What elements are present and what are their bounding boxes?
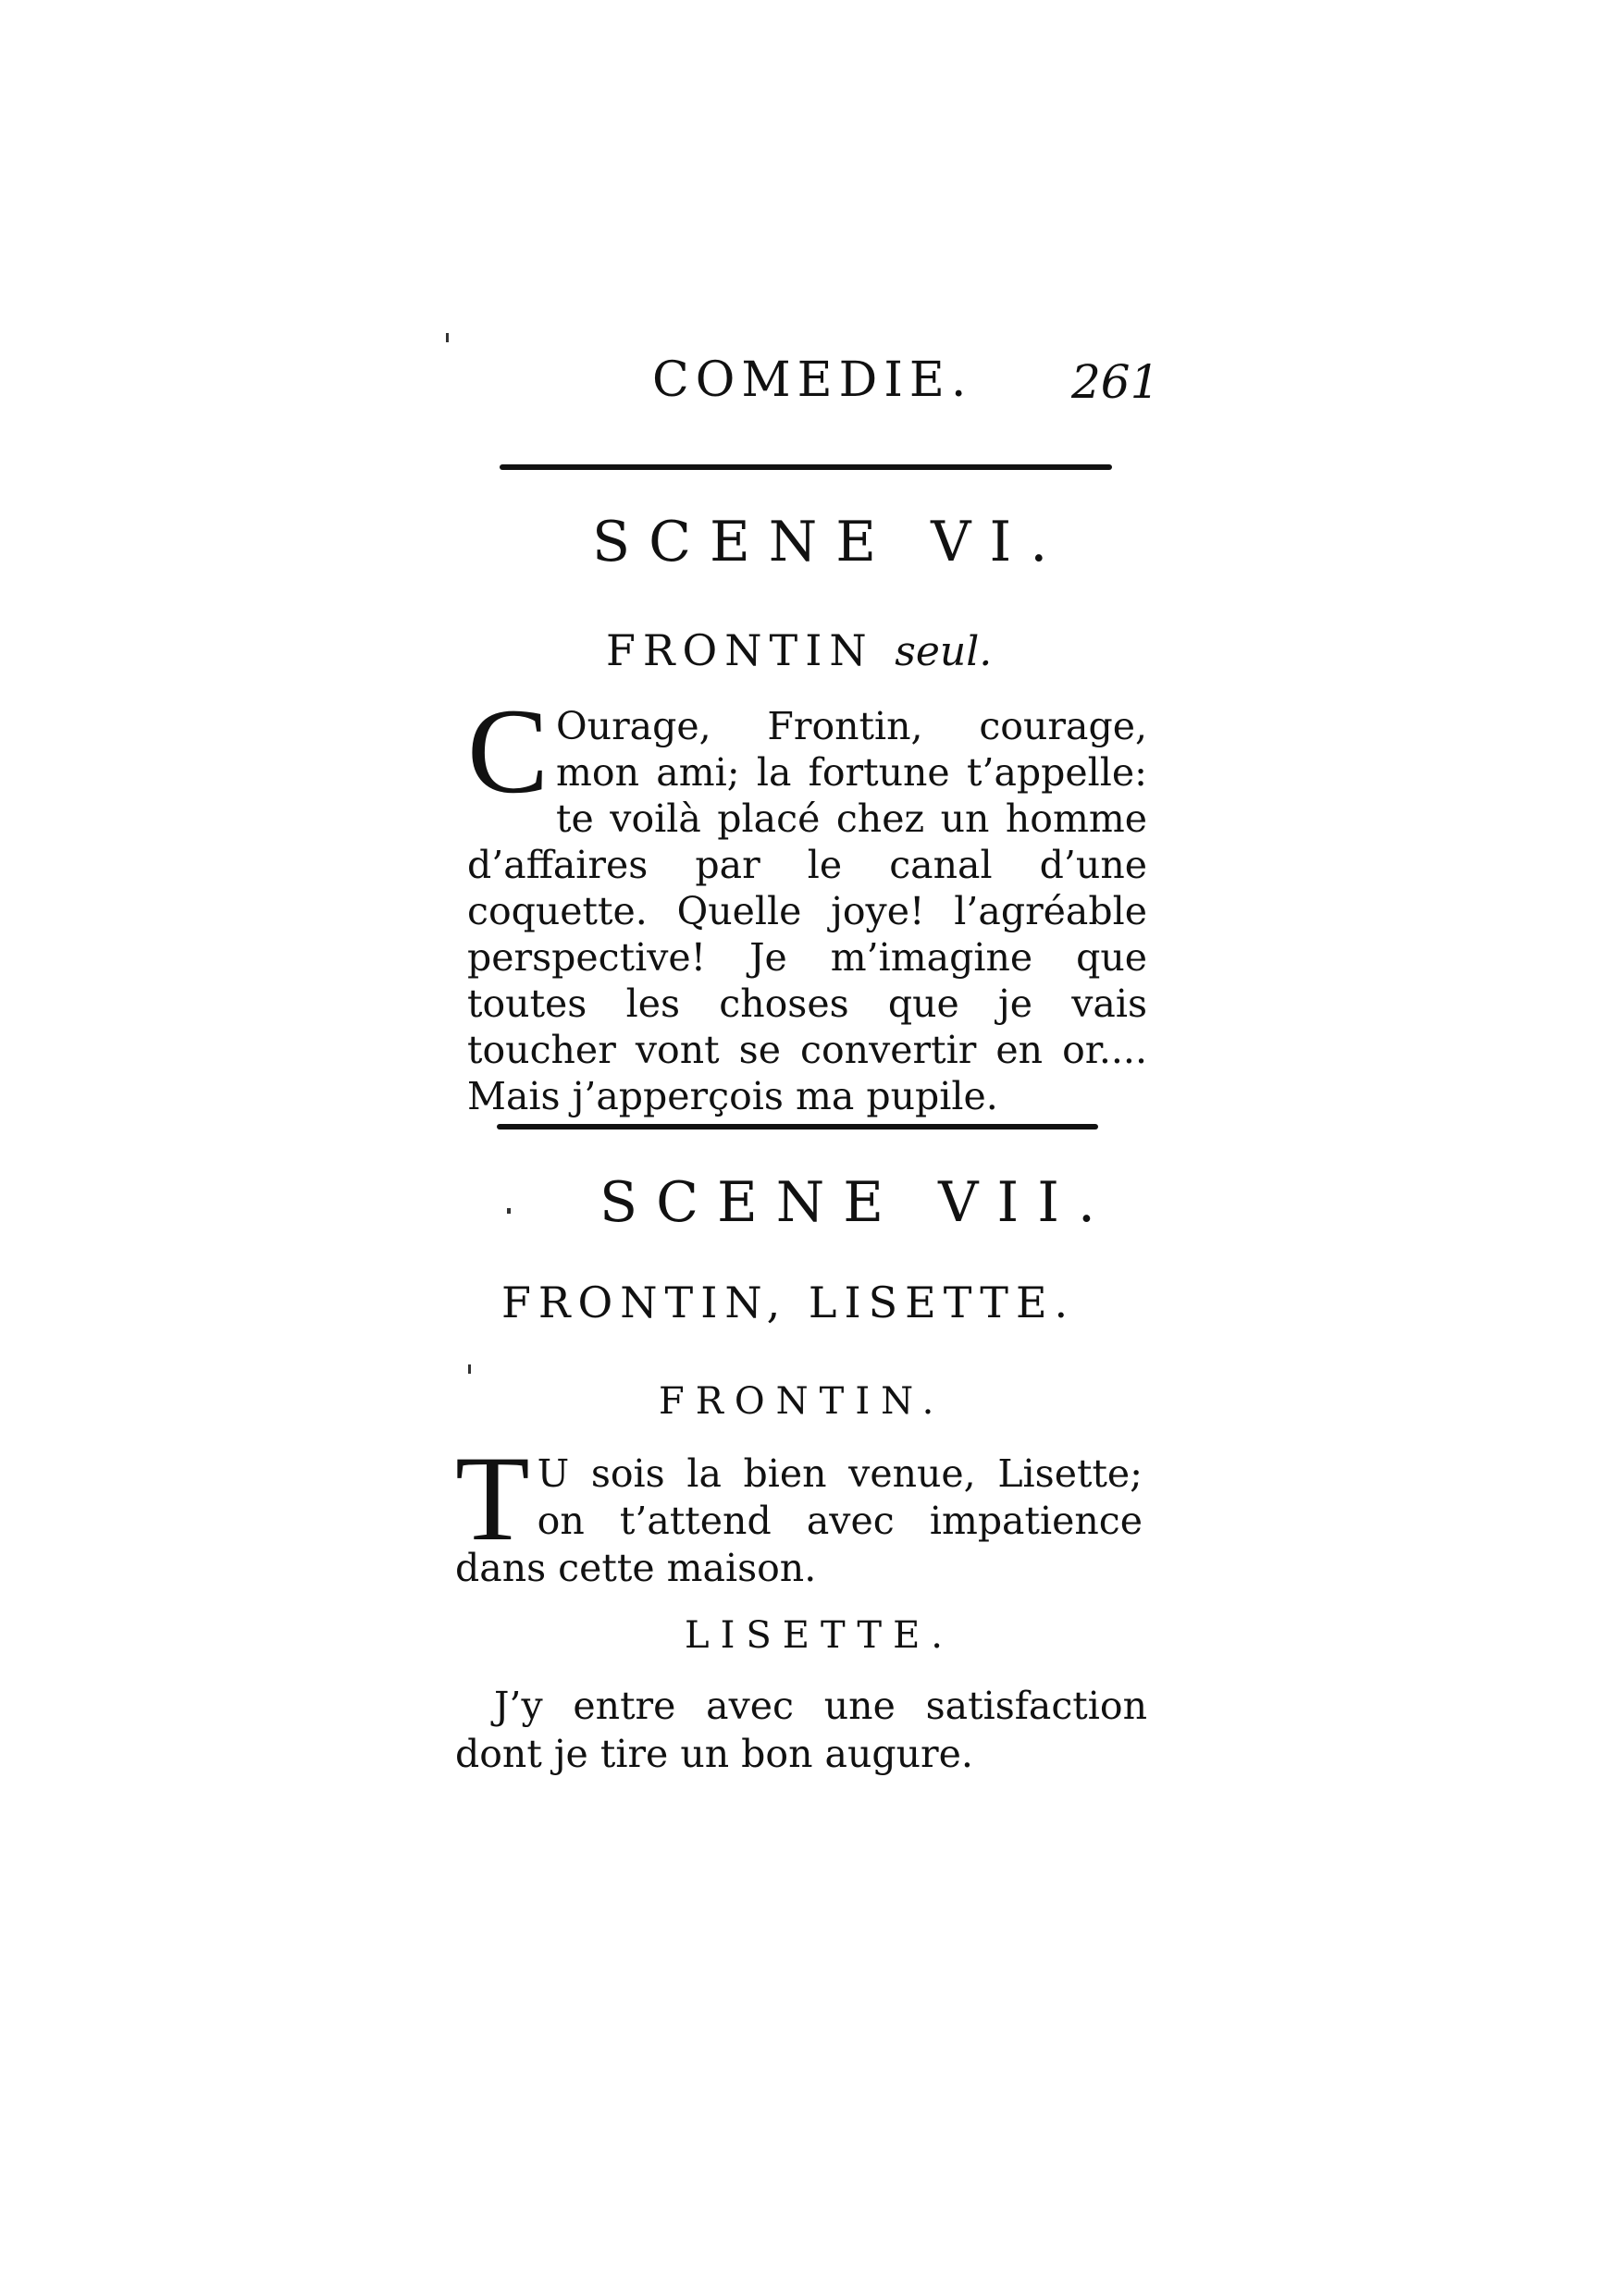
scene-vi-title: SCENE VI.: [592, 510, 1067, 574]
speaker-lisette: LISETTE.: [685, 1614, 954, 1657]
dialogue-lisette: J’y entre avec une satisfaction dont je tire un bon augure.: [455, 1684, 1147, 1776]
scan-speck: [468, 1364, 471, 1374]
character-name: FRONTIN: [606, 625, 874, 675]
stage-direction: seul.: [895, 628, 993, 675]
scene-vi-characters: [606, 625, 993, 675]
drop-cap: T: [455, 1430, 530, 1566]
divider-rule: [497, 1124, 1098, 1129]
scene-vii-characters: FRONTIN, LISETTE.: [501, 1278, 1076, 1327]
scan-speck: [507, 1208, 511, 1214]
scan-speck: [446, 333, 449, 342]
monologue-text: Ourage, Frontin, courage, mon ami; la fortune t’appelle: te voilà placé chez un homme d’affaires par le canal d’une coquette. Quelle joye! l’agréable perspective! Je m’imagine que toutes les choses que je vais toucher vont se convertir en or.... Mais j’apperçois ma pupile.: [467, 704, 1147, 1118]
dialogue-frontin: [455, 1430, 1143, 1592]
divider-rule: [500, 464, 1112, 470]
page-number: 261: [1071, 355, 1160, 409]
scene-vii-title: SCENE VII.: [599, 1170, 1114, 1235]
running-title: COMEDIE.: [652, 352, 973, 408]
monologue-paragraph: [467, 683, 1147, 1119]
dialogue-text: U sois la bien venue, Lisette; on t’attend avec impatience dans cette maison.: [455, 1451, 1143, 1590]
drop-cap: C: [467, 683, 550, 819]
speaker-frontin: FRONTIN.: [659, 1380, 945, 1423]
